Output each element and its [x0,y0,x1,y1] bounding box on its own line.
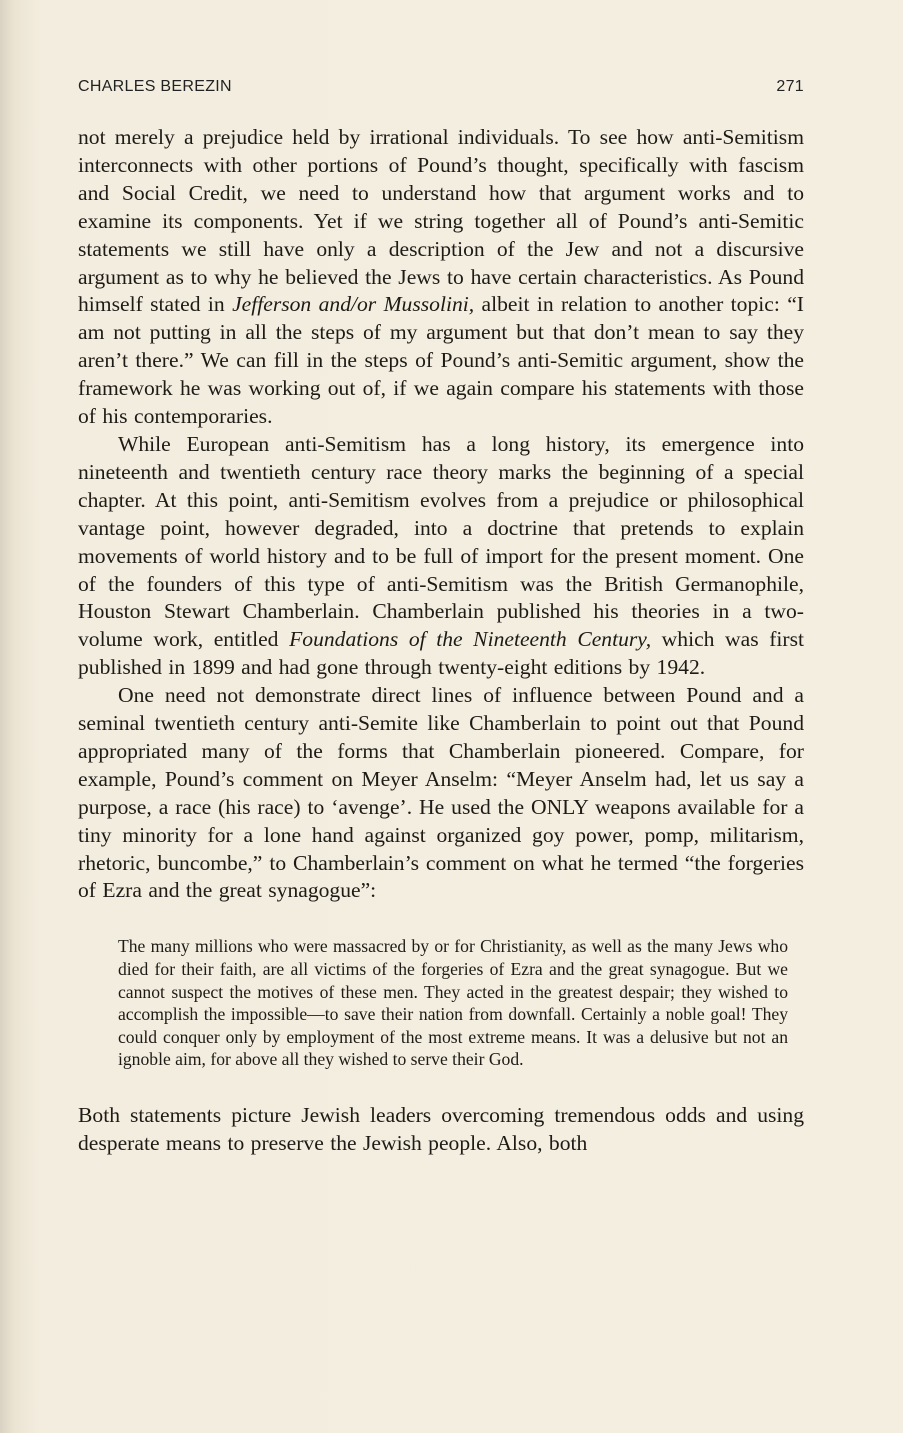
paragraph-2 [78,431,804,682]
paragraph-1 [78,124,804,431]
paragraph-2-text-b: which was first published in 1899 and had gone through twenty-eight editions by 1942. [78,627,804,680]
page-number: 271 [776,78,804,95]
paragraph-1-text-b: albeit in relation to another topic: “I am not putting in all the steps of my argument but that don’t mean to say they aren’t there.” We can fill in the steps of Pound’s anti-Semitic argument, show the framework he was working out of, if we again compare his statements with those of his contemporaries. [78,292,804,429]
body-text [78,124,804,1158]
paragraph-1-text-a: not merely a prejudice held by irrational individuals. To see how anti-Semitism interconnects with other portions of Pound’s thought, specifically with fascism and Social Credit, we need to understand how that argument works and to examine its components. Yet if we string together all of Pound’s anti-Semitic statements we still have only a description of the Jew and not a discursive argument as to why he believed the Jews to have certain characteristics. As Pound himself stated in [78,125,804,317]
paragraph-2-text-a: While European anti-Semitism has a long history, its emergence into nineteenth and twentieth century race theory marks the beginning of a special chapter. At this point, anti-Semitism evolves from a prejudice or philosophical vantage point, however degraded, into a doctrine that pretends to explain movements of world history and to be full of import for the present moment. One of the founders of this type of anti-Semitism was the British Germanophile, Houston Stewart Chamberlain. Chamberlain published his theories in a two-volume work, entitled [78,431,804,652]
paragraph-3-text: One need not demonstrate direct lines of influence between Pound and a seminal twentieth century anti-Semite like Chamberlain to point out that Pound appropriated many of the forms that Chamberlain pioneered. Compare, for example, Pound’s comment on Meyer Anselm: “Meyer Anselm had, let us say a purpose, a race (his race) to ‘avenge’. He used the ONLY weapons available for a tiny minority for a lone hand against organized goy power, pomp, militarism, rhetoric, buncombe,” to Chamberlain’s comment on what he termed “the forgeries of Ezra and the great synagogue”: [78,683,804,903]
paragraph-3 [78,682,804,905]
block-quote: The many millions who were massacred by or for Christianity, as well as the many Jews who died for their faith, are all victims of the forgeries of Ezra and the great synagogue. But we cannot suspect the motives of these men. They acted in the greatest despair; they wished to accomplish the impossible—to save their nation from downfall. Certainly a noble goal! They could conquer only by employment of the most extreme means. It was a delusive but not an ignoble aim, for above all they wished to serve their God. [118,936,788,1070]
book-title-jefferson-and-or-mussolini: Jefferson and/or Mussolini, [232,292,475,317]
book-title-foundations: Foundations of the Nineteenth Century, [289,627,652,652]
running-head-author: CHARLES BEREZIN [78,78,232,95]
closing-paragraph: Both statements picture Jewish leaders overcoming tremendous odds and using desperate means to preserve the Jewish people. Also, both [78,1102,804,1155]
running-head [78,78,804,102]
